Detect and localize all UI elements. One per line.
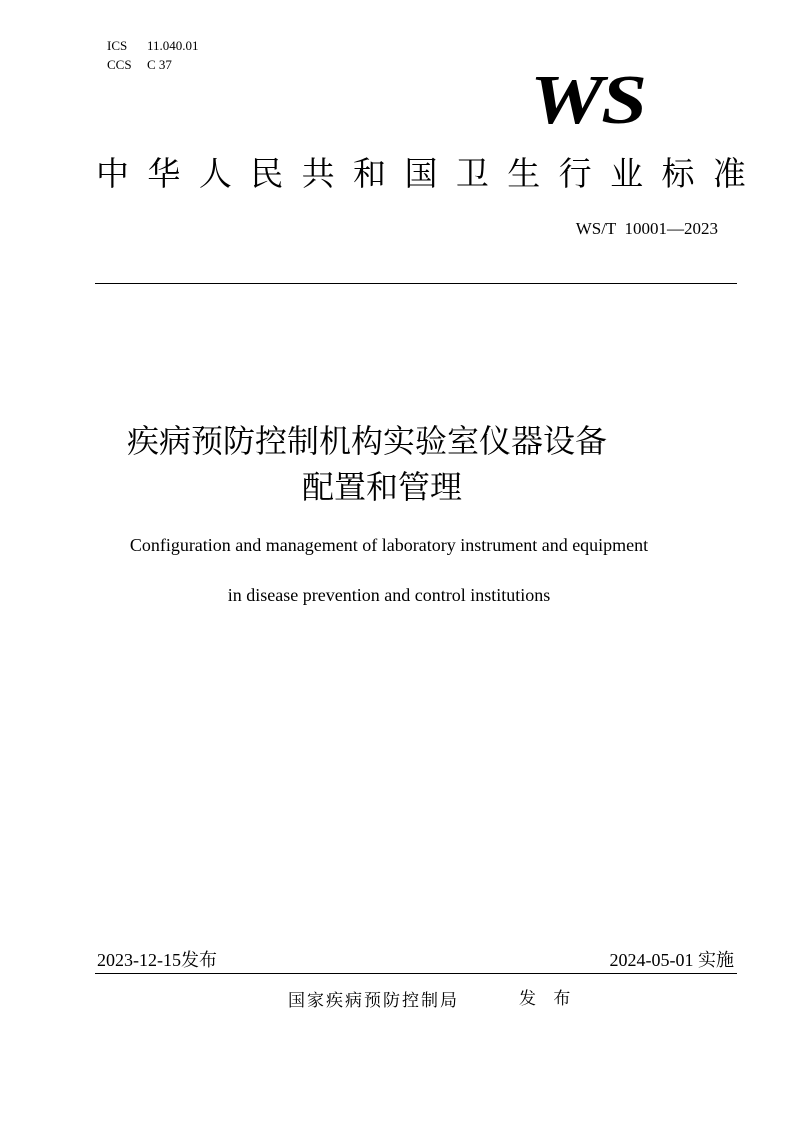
ccs-row <box>107 55 199 74</box>
release-label: 发布 <box>181 950 217 971</box>
title-chinese-line1: 疾病预防控制机构实验室仪器设备 <box>127 422 608 460</box>
issue-label: 发 布 <box>519 989 577 1009</box>
release-date <box>97 949 217 972</box>
ics-value: 11.040.01 <box>147 38 199 53</box>
category-char: 卫 <box>455 154 489 193</box>
title-english-line2: in disease prevention and control institutions <box>227 585 551 605</box>
release-date-value: 2023-12-15 <box>97 950 181 970</box>
top-divider <box>95 283 737 284</box>
category-char: 国 <box>404 154 438 193</box>
ws-logo: WS <box>530 62 645 139</box>
title-chinese-line2: 配置和管理 <box>302 468 463 506</box>
standard-number: WS/T 10001—2023 <box>575 219 718 238</box>
ics-label: ICS <box>107 38 128 53</box>
title-english-line1: Configuration and management of laboratory instrument and equipment <box>129 535 649 555</box>
issuing-authority: 国家疾病预防控制局 <box>288 991 459 1011</box>
category-char: 中 <box>96 154 129 193</box>
ccs-value: C 37 <box>147 57 172 72</box>
bottom-divider <box>95 973 737 974</box>
effective-date <box>610 949 735 972</box>
category-char: 共 <box>301 154 335 193</box>
category-char: 和 <box>353 154 387 193</box>
classification-codes <box>107 36 199 74</box>
effective-date-value: 2024-05-01 <box>609 950 694 970</box>
category-char: 华 <box>147 154 181 193</box>
ccs-label: CCS <box>107 57 132 72</box>
category-char: 人 <box>198 154 232 193</box>
category-char: 标 <box>661 154 695 193</box>
standard-category <box>96 152 746 196</box>
category-char: 生 <box>507 154 541 193</box>
category-char: 行 <box>558 154 592 193</box>
category-char: 民 <box>250 154 284 193</box>
category-char: 准 <box>712 154 746 193</box>
category-char: 业 <box>610 154 644 193</box>
effective-label: 实施 <box>698 950 734 971</box>
ics-row <box>107 36 199 55</box>
